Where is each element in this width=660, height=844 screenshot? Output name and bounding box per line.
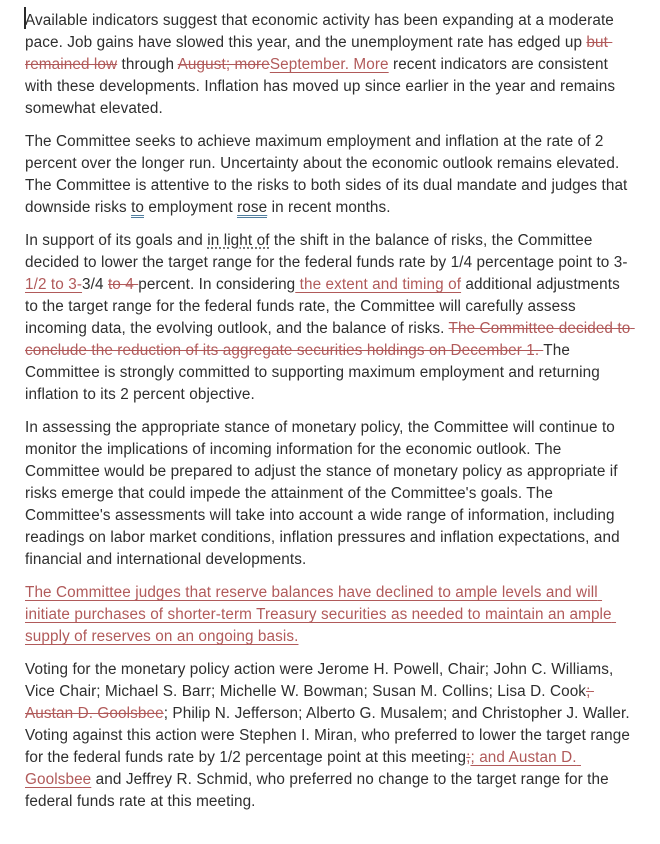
inserted-text: September. More	[269, 56, 389, 73]
text-run: recent indicators are consistent with these developments. Inflation has moved up since earlier in the year and remains somewhat elevated.	[25, 56, 620, 117]
text-run: additional adjustments to the target range for the federal funds rate, the Committee will carefully assess incoming data, the evolving outlook, and the balance of risks.	[25, 276, 625, 337]
text-run: ; Philip N. Jefferson; Alberto G. Musalem; and Christopher J. Waller. Voting against this action were Stephen I. Miran, who preferred to lower the target range for the federal funds rate by 1/2 percentage point at this meeting	[25, 705, 635, 766]
paragraph	[25, 131, 637, 219]
deleted-text: to 4	[107, 276, 139, 293]
inserted-text: ; and Austan D. Goolsbee	[25, 749, 581, 788]
text-run: through	[117, 56, 178, 73]
deleted-text: ;	[466, 749, 471, 766]
inserted-text: the extent and timing of	[295, 276, 462, 293]
deleted-text: The Committee decided to conclude the reduction of its aggregate securities holdings on December 1.	[25, 320, 635, 359]
text-run: percent. In considering	[138, 276, 296, 293]
grammar-flagged-text: in light of	[207, 232, 270, 249]
text-run: Available indicators suggest that economic activity has been expanding at a moderate pace. Job gains have slowed this year, and the unemployment rate has edged up	[25, 12, 619, 51]
inserted-text: The Committee judges that reserve balances have declined to ample levels and will initiate purchases of shorter-term Treasury securities as needed to maintain an ample supply of reserves on an ongoing basis.	[25, 584, 617, 645]
text-run: employment	[144, 199, 238, 216]
text-run: The Committee seeks to achieve maximum employment and inflation at the rate of 2 percent over the longer run. Uncertainty about the economic outlook remains elevated. The Committee is attentive to the risks to both sides of its dual mandate and judges that downside risks	[25, 133, 632, 216]
moved-text: to	[131, 199, 145, 216]
text-run: In assessing the appropriate stance of monetary policy, the Committee will continue to monitor the implications of incoming information for the economic outlook. The Committee would be prepared to adjust the stance of monetary policy as appropriate if risks emerge that could impede the attainment of the Committee's goals. The Committee's assessments will take into account a wide range of information, including readings on labor market conditions, inflation pressures and inflation expectations, and financial and international developments.	[25, 419, 625, 568]
deleted-text: August; more	[177, 56, 270, 73]
deleted-text: but remained low	[25, 34, 613, 73]
text-run: and Jeffrey R. Schmid, who preferred no change to the target range for the federal funds rate at this meeting.	[25, 771, 614, 810]
paragraph	[25, 417, 637, 571]
paragraph	[25, 582, 637, 648]
text-run: 3/4	[82, 276, 108, 293]
text-run: the shift in the balance of risks, the Committee decided to lower the target range for the federal funds rate by 1/4 percentage point to 3-	[25, 232, 628, 271]
paragraph	[25, 659, 637, 813]
text-cursor	[24, 7, 26, 29]
paragraph	[25, 230, 637, 406]
text-run: Voting for the monetary policy action were Jerome H. Powell, Chair; John C. Williams, Vice Chair; Michael S. Barr; Michelle W. Bowman; Susan M. Collins; Lisa D. Cook	[25, 661, 618, 700]
moved-text: rose	[237, 199, 268, 216]
paragraph	[25, 10, 637, 120]
text-run: in recent months.	[267, 199, 391, 216]
inserted-text: 1/2 to 3-	[25, 276, 83, 293]
deleted-text: ; Austan D. Goolsbee	[25, 683, 594, 722]
text-run: The Committee is strongly committed to supporting maximum employment and returning inflation to its 2 percent objective.	[25, 342, 605, 403]
text-run: In support of its goals and	[25, 232, 208, 249]
document-body[interactable]	[25, 10, 637, 813]
